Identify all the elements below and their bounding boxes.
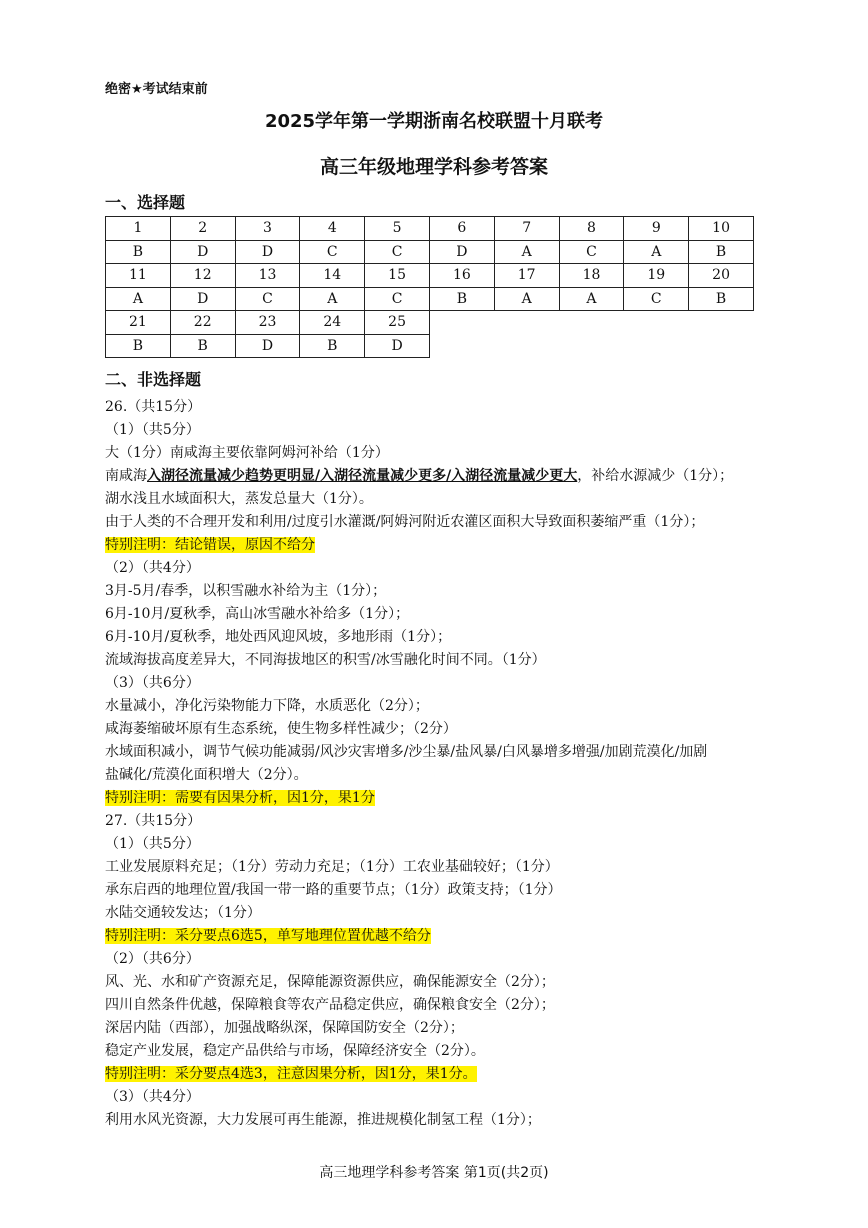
highlight-note: 特别注明：结论错误，原因不给分 [105, 537, 315, 553]
empty-cell [624, 311, 689, 335]
answer-cell: A [300, 287, 365, 311]
q26-part2-heading: （2）（共4分） [105, 560, 200, 576]
question-number-cell: 13 [235, 264, 300, 288]
q27-part1-heading: （1）（共5分） [105, 836, 200, 852]
empty-cell [429, 311, 494, 335]
answer-cell: D [365, 334, 430, 358]
empty-cell [494, 334, 559, 358]
answer-cell: C [300, 240, 365, 264]
question-number-cell: 2 [170, 217, 235, 241]
answer-cell: D [170, 287, 235, 311]
answer-row [106, 240, 754, 264]
answer-cell: B [106, 240, 171, 264]
q26-line: 由于人类的不合理开发和利用/过度引水灌溉/阿姆河附近农灌区面积大导致面积萎缩严重（1分）； [105, 514, 705, 530]
secret-label: 绝密★考试结束前 [105, 82, 208, 97]
question-number-cell: 16 [429, 264, 494, 288]
q27-part2-heading: （2）（共6分） [105, 951, 200, 967]
q27-part3-heading: （3）（共4分） [105, 1089, 200, 1105]
question-number-cell: 7 [494, 217, 559, 241]
question-number-cell: 3 [235, 217, 300, 241]
q26-part3-heading: （3）（共6分） [105, 675, 200, 691]
q26-heading: 26.（共15分） [105, 399, 202, 415]
question-number-cell: 24 [300, 311, 365, 335]
answer-cell: B [429, 287, 494, 311]
q27-line: 工业发展原料充足；（1分）劳动力充足；（1分）工农业基础较好；（1分） [105, 859, 559, 875]
question-number-cell: 19 [624, 264, 689, 288]
q27-line: 四川自然条件优越，保障粮食等农产品稳定供应，确保粮食安全（2分）； [105, 997, 555, 1013]
answer-cell: A [624, 240, 689, 264]
q27-line: 稳定产业发展，稳定产品供给与市场，保障经济安全（2分）。 [105, 1043, 485, 1059]
q26-line: 水量减小，净化污染物能力下降，水质恶化（2分）； [105, 698, 429, 714]
answer-cell: C [365, 287, 430, 311]
q26-line: 流域海拔高度差异大，不同海拔地区的积雪/冰雪融化时间不同。（1分） [105, 652, 546, 668]
empty-cell [559, 334, 624, 358]
question-number-cell: 14 [300, 264, 365, 288]
question-number-cell: 18 [559, 264, 624, 288]
q27-line: 风、光、水和矿产资源充足，保障能源资源供应，确保能源安全（2分）； [105, 974, 555, 990]
question-number-row [106, 217, 754, 241]
answer-cell: B [689, 240, 754, 264]
answer-subtitle: 高三年级地理学科参考答案 [319, 156, 548, 178]
q26-line: 湖水浅且水域面积大，蒸发总量大（1分）。 [105, 491, 373, 507]
empty-cell [429, 334, 494, 358]
question-number-cell: 15 [365, 264, 430, 288]
answer-cell: D [170, 240, 235, 264]
empty-cell [689, 334, 754, 358]
answer-row [106, 334, 754, 358]
question-number-cell: 20 [689, 264, 754, 288]
question-number-cell: 12 [170, 264, 235, 288]
q26-line: 盐碱化/荒漠化面积增大（2分）。 [105, 767, 308, 783]
q26-line: 水域面积减小，调节气候功能减弱/风沙灾害增多/沙尘暴/盐风暴/白风暴增多增强/加剧荒漠化/加剧 [105, 744, 708, 760]
empty-cell [624, 334, 689, 358]
question-number-row [106, 311, 754, 335]
q26-line: 大（1分）南咸海主要依靠阿姆河补给（1分） [105, 445, 389, 461]
question-number-row [106, 264, 754, 288]
q27-note-wrap [105, 926, 431, 946]
answer-cell: D [235, 334, 300, 358]
question-number-cell: 5 [365, 217, 430, 241]
section-heading-choice: 一、选择题 [105, 193, 186, 212]
section-heading-nonchoice: 二、非选择题 [105, 370, 202, 389]
q27-line: 水陆交通较发达；（1分） [105, 905, 261, 921]
answer-cell: D [429, 240, 494, 264]
question-number-cell: 6 [429, 217, 494, 241]
empty-cell [494, 311, 559, 335]
answer-cell: A [106, 287, 171, 311]
question-number-cell: 25 [365, 311, 430, 335]
answer-cell: B [170, 334, 235, 358]
q26-line: 6月-10月/夏秋季，高山冰雪融水补给多（1分）； [105, 606, 410, 622]
exam-title: 2025学年第一学期浙南名校联盟十月联考 [264, 111, 604, 132]
question-number-cell: 1 [106, 217, 171, 241]
q26-l2-post: ，补给水源减少（1分）； [577, 468, 734, 484]
q26-line: 3月-5月/春季，以积雪融水补给为主（1分）； [105, 583, 387, 599]
question-number-cell: 10 [689, 217, 754, 241]
q27-line: 利用水风光资源，大力发展可再生能源，推进规模化制氢工程（1分）； [105, 1112, 541, 1128]
question-number-cell: 4 [300, 217, 365, 241]
question-number-cell: 22 [170, 311, 235, 335]
answer-cell: B [689, 287, 754, 311]
question-number-cell: 11 [106, 264, 171, 288]
page-footer: 高三地理学科参考答案 第1页(共2页) [319, 1165, 549, 1181]
answer-cell: B [300, 334, 365, 358]
q26-l2-pre: 南咸海 [105, 468, 147, 484]
empty-cell [559, 311, 624, 335]
answer-cell: A [494, 240, 559, 264]
answer-row [106, 287, 754, 311]
q26-part1-heading: （1）（共5分） [105, 422, 200, 438]
highlight-note: 特别注明：采分要点6选5，单写地理位置优越不给分 [105, 928, 431, 944]
answer-cell: B [106, 334, 171, 358]
question-number-cell: 9 [624, 217, 689, 241]
answer-cell: C [624, 287, 689, 311]
answer-cell: C [365, 240, 430, 264]
question-number-cell: 8 [559, 217, 624, 241]
answer-cell: C [559, 240, 624, 264]
empty-cell [689, 311, 754, 335]
q27-line: 深居内陆（西部），加强战略纵深，保障国防安全（2分）； [105, 1020, 464, 1036]
question-number-cell: 21 [106, 311, 171, 335]
question-number-cell: 23 [235, 311, 300, 335]
q26-line-underlined [105, 466, 733, 486]
q26-line: 咸海萎缩破坏原有生态系统，使生物多样性减少；（2分） [105, 721, 457, 737]
answer-cell: D [235, 240, 300, 264]
q26-note-wrap [105, 535, 315, 555]
q26-line: 6月-10月/夏秋季，地处西风迎风坡，多地形雨（1分）； [105, 629, 452, 645]
q26-note2-wrap [105, 788, 375, 808]
q27-heading: 27.（共15分） [105, 813, 202, 829]
question-number-cell: 17 [494, 264, 559, 288]
highlight-note: 特别注明：需要有因果分析，因1分，果1分 [105, 790, 375, 806]
q27-line: 承东启西的地理位置/我国一带一路的重要节点；（1分）政策支持；（1分） [105, 882, 562, 898]
q27-note2-wrap [105, 1064, 477, 1084]
answer-cell: A [494, 287, 559, 311]
answer-cell: C [235, 287, 300, 311]
answer-cell: A [559, 287, 624, 311]
answer-table [105, 216, 754, 358]
highlight-note: 特别注明：采分要点4选3，注意因果分析，因1分，果1分。 [105, 1066, 477, 1082]
q26-l2-underlined: 入湖径流量减少趋势更明显/入湖径流量减少更多/入湖径流量减少更大 [147, 468, 578, 484]
